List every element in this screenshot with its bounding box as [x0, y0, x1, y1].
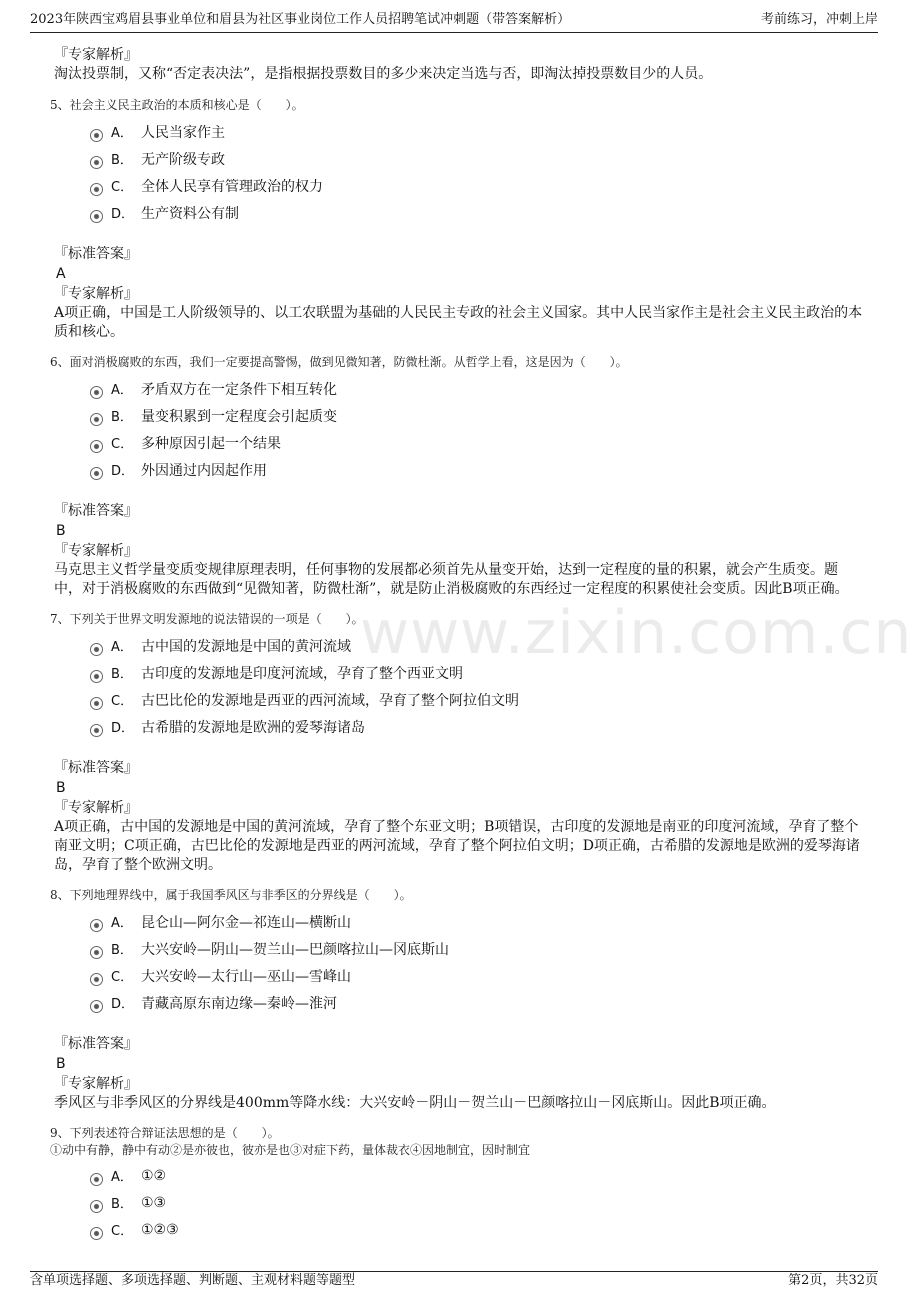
page-number: 第2页，共32页 [788, 1273, 878, 1288]
radio-icon[interactable] [90, 724, 103, 737]
radio-icon[interactable] [90, 413, 103, 426]
standard-answer-label: 『标准答案』 [54, 246, 138, 262]
radio-icon[interactable] [90, 467, 103, 480]
option-letter: A． [111, 1170, 133, 1185]
options-list [90, 1162, 864, 1243]
page-header [30, 8, 878, 33]
option-letter: B． [111, 1197, 133, 1212]
option-letter: B． [111, 943, 133, 958]
option-text: 全体人民享有管理政治的权力 [141, 178, 323, 195]
radio-icon[interactable] [90, 129, 103, 142]
standard-answer: A [56, 266, 66, 282]
question-text: 5、社会主义民主政治的本质和核心是（ ）。 [50, 98, 304, 112]
option-text: 古中国的发源地是中国的黄河流域 [141, 638, 351, 655]
option-d[interactable] [90, 199, 864, 226]
options-list [90, 632, 864, 740]
option-c[interactable] [90, 1216, 864, 1243]
option-a[interactable] [90, 118, 864, 145]
option-b[interactable] [90, 659, 864, 686]
expert-label: 『专家解析』 [54, 1076, 138, 1092]
option-letter: B． [111, 153, 133, 168]
page-footer [30, 1271, 878, 1294]
expert-label: 『专家解析』 [54, 47, 138, 63]
option-text: 古印度的发源地是印度河流域，孕育了整个西亚文明 [141, 665, 463, 682]
option-letter: A． [111, 916, 133, 931]
option-d[interactable] [90, 456, 864, 483]
option-letter: B． [111, 667, 133, 682]
question-text: 8、下列地理界线中，属于我国季风区与非季区的分界线是（ ）。 [50, 888, 412, 902]
radio-icon[interactable] [90, 1173, 103, 1186]
option-d[interactable] [90, 713, 864, 740]
option-text: 外因通过内因起作用 [141, 462, 267, 479]
option-text: 大兴安岭—阴山—贺兰山—巴颜喀拉山—冈底斯山 [141, 941, 449, 958]
question-statements: ①动中有静，静中有动②是亦彼也，彼亦是也③对症下药，量体裁衣④因地制宜，因时制宜 [50, 1143, 531, 1157]
options-list [90, 908, 864, 1016]
option-letter: A． [111, 383, 133, 398]
standard-answer-label: 『标准答案』 [54, 503, 138, 519]
option-b[interactable] [90, 1189, 864, 1216]
options-list [90, 118, 864, 226]
expert-explanation: 马克思主义哲学量变质变规律原理表明，任何事物的发展都必须首先从量变开始，达到一定程度的量的积累，就会产生质变。题中，对于消极腐败的东西做到“见微知著，防微杜渐”，就是防止消极腐败的东西经过一定程度的积累使社会变质。因此B项正确。 [54, 562, 849, 597]
option-letter: C． [111, 694, 134, 709]
option-letter: D． [111, 721, 135, 736]
option-letter: D． [111, 464, 135, 479]
option-letter: C． [111, 180, 134, 195]
radio-icon[interactable] [90, 183, 103, 196]
radio-icon[interactable] [90, 440, 103, 453]
option-text: 青藏高原东南边缘—秦岭—淮河 [141, 995, 337, 1012]
option-text: ①②③ [141, 1221, 179, 1238]
option-text: 生产资料公有制 [141, 205, 239, 222]
standard-answer-label: 『标准答案』 [54, 760, 138, 776]
option-b[interactable] [90, 402, 864, 429]
option-a[interactable] [90, 375, 864, 402]
expert-label: 『专家解析』 [54, 800, 138, 816]
radio-icon[interactable] [90, 946, 103, 959]
radio-icon[interactable] [90, 156, 103, 169]
options-list [90, 375, 864, 483]
option-c[interactable] [90, 172, 864, 199]
footer-note: 含单项选择题、多项选择题、判断题、主观材料题等题型 [30, 1273, 356, 1288]
expert-explanation: A项正确，古中国的发源地是中国的黄河流域，孕育了整个东亚文明；B项错误，古印度的发源地是南亚的印度河流域，孕育了整个南亚文明；C项正确，古巴比伦的发源地是西亚的两河流域，孕育了整个阿拉伯文明；D项正确，古希腊的发源地是欧洲的爱琴海诸岛，孕育了整个欧洲文明。 [54, 819, 860, 873]
expert-label: 『专家解析』 [54, 286, 138, 302]
radio-icon[interactable] [90, 1227, 103, 1240]
option-letter: A． [111, 640, 133, 655]
option-text: ①③ [141, 1194, 167, 1211]
option-text: 人民当家作主 [141, 124, 225, 141]
option-b[interactable] [90, 145, 864, 172]
expert-label: 『专家解析』 [54, 543, 138, 559]
expert-explanation: A项正确，中国是工人阶级领导的、以工农联盟为基础的人民民主专政的社会主义国家。其中人民当家作主是社会主义民主政治的本质和核心。 [54, 305, 863, 340]
question-text: 7、下列关于世界文明发源地的说法错误的一项是（ ）。 [50, 612, 364, 626]
radio-icon[interactable] [90, 210, 103, 223]
option-c[interactable] [90, 686, 864, 713]
radio-icon[interactable] [90, 1200, 103, 1213]
option-text: 量变积累到一定程度会引起质变 [141, 408, 337, 425]
standard-answer-label: 『标准答案』 [54, 1036, 138, 1052]
option-text: 无产阶级专政 [141, 151, 225, 168]
watermark: www.zixin.com.cn [360, 598, 913, 668]
option-d[interactable] [90, 989, 864, 1016]
radio-icon[interactable] [90, 919, 103, 932]
option-letter: D． [111, 207, 135, 222]
radio-icon[interactable] [90, 386, 103, 399]
question-text: 6、面对消极腐败的东西，我们一定要提高警惕，做到见微知著，防微杜渐。从哲学上看，这是因为（ ）。 [50, 355, 628, 369]
option-a[interactable] [90, 1162, 864, 1189]
option-c[interactable] [90, 429, 864, 456]
radio-icon[interactable] [90, 1000, 103, 1013]
option-a[interactable] [90, 908, 864, 935]
option-letter: D． [111, 997, 135, 1012]
option-text: 多种原因引起一个结果 [141, 435, 281, 452]
option-text: 古巴比伦的发源地是西亚的西河流域，孕育了整个阿拉伯文明 [141, 692, 519, 709]
option-text: 昆仑山—阿尔金—祁连山—横断山 [141, 914, 351, 931]
option-text: 矛盾双方在一定条件下相互转化 [141, 381, 337, 398]
expert-explanation: 季风区与非季风区的分界线是400mm等降水线：大兴安岭－阴山－贺兰山－巴颜喀拉山－冈底斯山。因此B项正确。 [54, 1095, 776, 1111]
option-letter: A． [111, 126, 133, 141]
standard-answer: B [56, 780, 66, 796]
option-letter: C． [111, 437, 134, 452]
standard-answer: B [56, 1056, 66, 1072]
option-letter: C． [111, 970, 134, 985]
option-text: 古希腊的发源地是欧洲的爱琴海诸岛 [141, 719, 365, 736]
header-slogan: 考前练习，冲刺上岸 [760, 12, 878, 27]
document-content [50, 45, 864, 1243]
expert-explanation: 淘汰投票制，又称“否定表决法”，是指根据投票数目的多少来决定当选与否，即淘汰掉投票数目少的人员。 [54, 66, 713, 82]
standard-answer: B [56, 523, 66, 539]
radio-icon[interactable] [90, 697, 103, 710]
option-letter: B． [111, 410, 133, 425]
option-c[interactable] [90, 962, 864, 989]
radio-icon[interactable] [90, 973, 103, 986]
document-title: 2023年陕西宝鸡眉县事业单位和眉县为社区事业岗位工作人员招聘笔试冲刺题（带答案解析） [30, 12, 571, 27]
question-text: 9、下列表述符合辩证法思想的是（ ）。 [50, 1126, 280, 1140]
option-text: 大兴安岭—太行山—巫山—雪峰山 [141, 968, 351, 985]
option-b[interactable] [90, 935, 864, 962]
radio-icon[interactable] [90, 670, 103, 683]
option-text: ①② [141, 1167, 167, 1184]
radio-icon[interactable] [90, 643, 103, 656]
option-a[interactable] [90, 632, 864, 659]
option-letter: C． [111, 1224, 134, 1239]
